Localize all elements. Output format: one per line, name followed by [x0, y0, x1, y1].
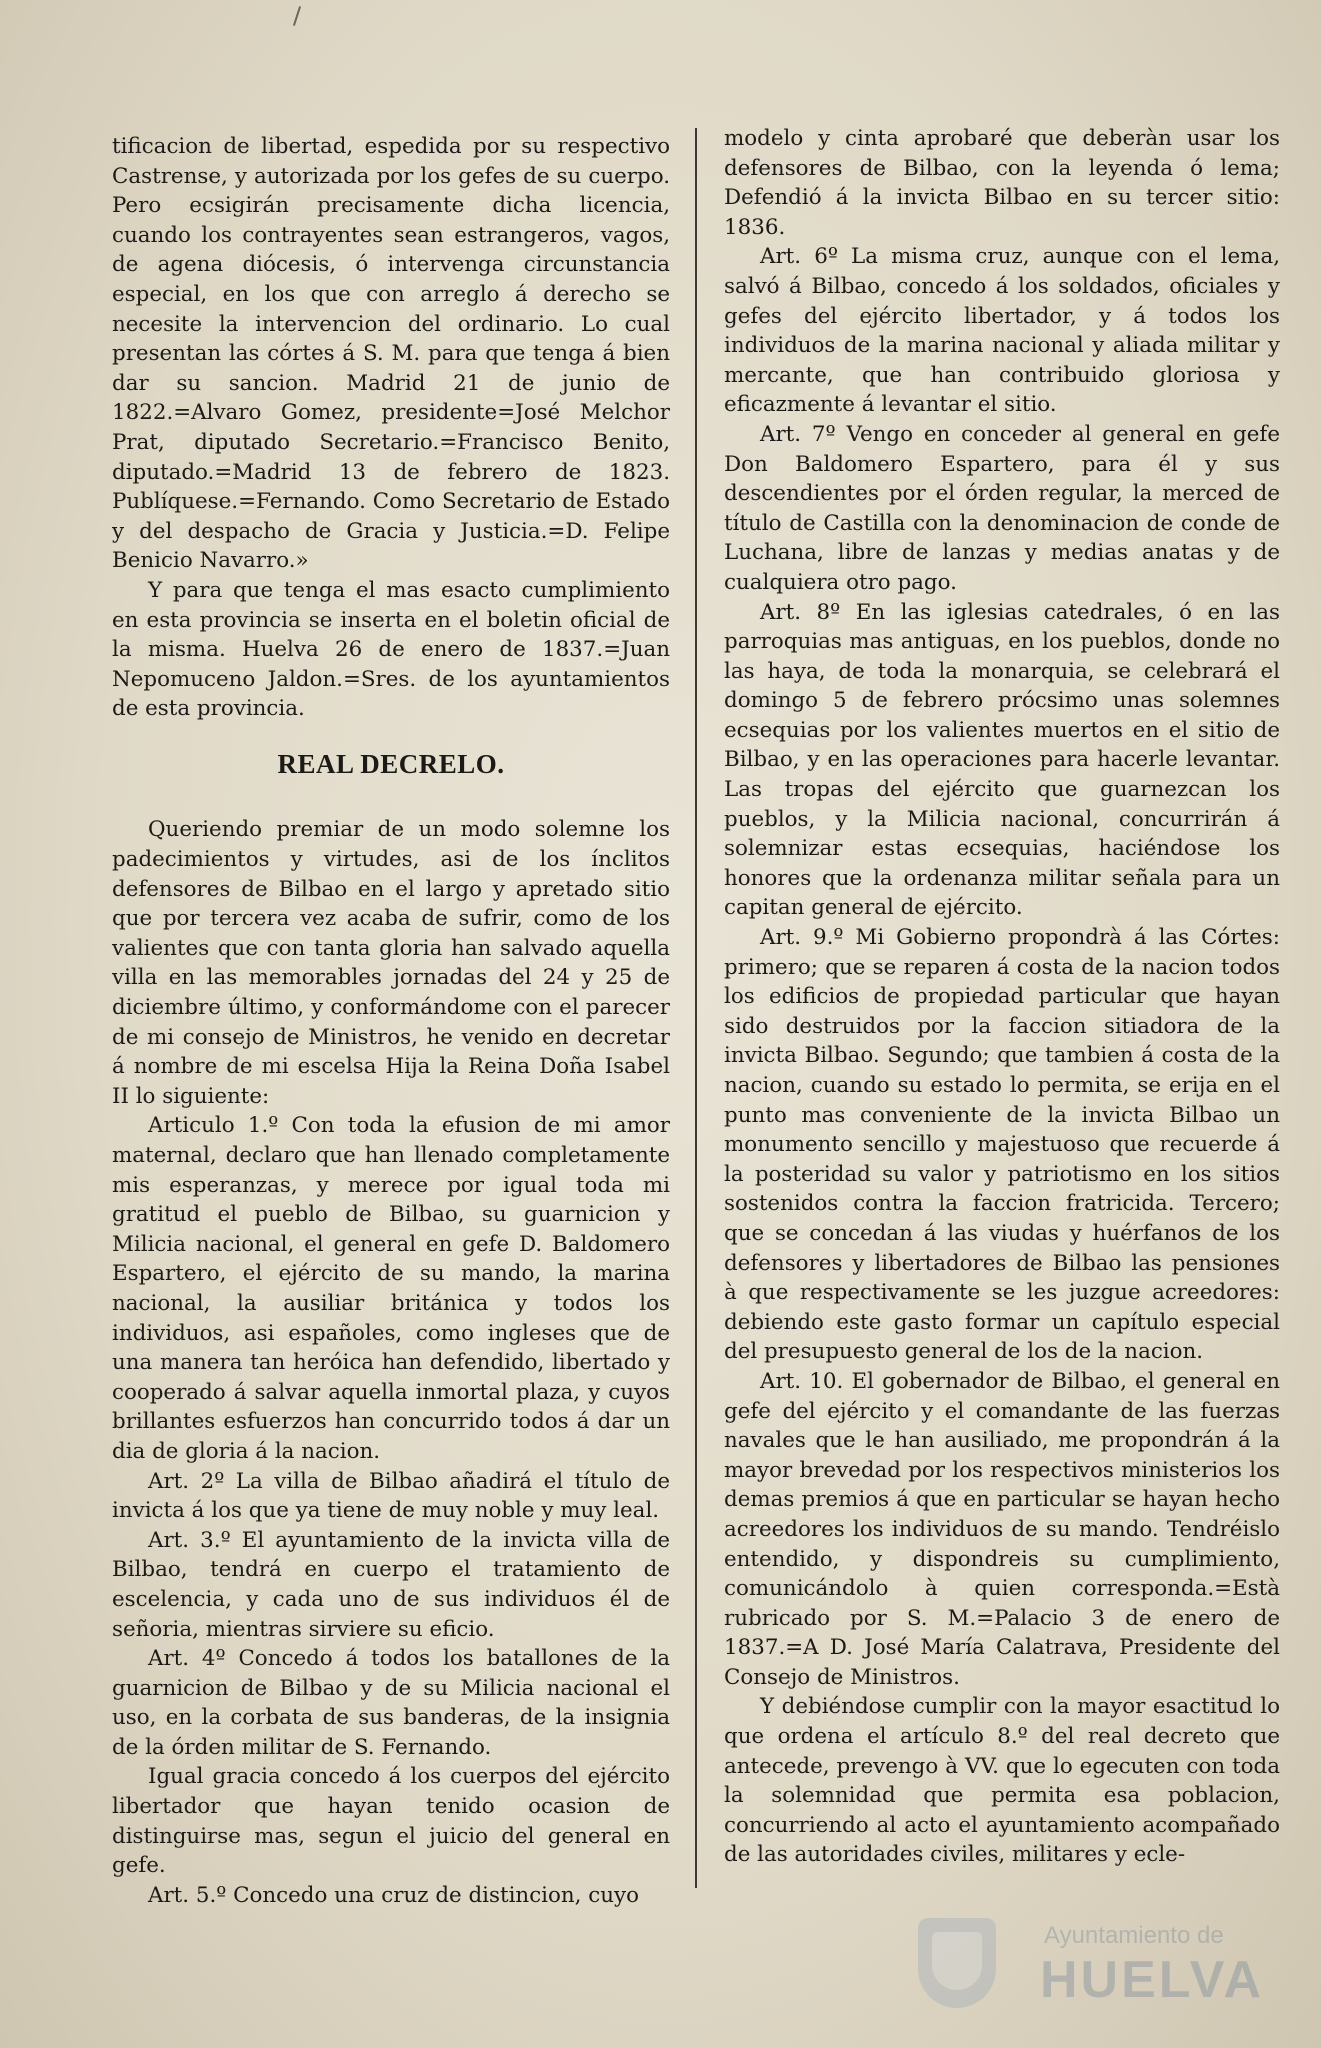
article-10: Art. 10. El gobernador de Bilbao, el general en gefe del ejército y el comandante de las fuerzas navales que le han ausiliado, me propondrán á la mayor brevedad por los respectivos ministerios los demas premios á que en particular se hayan hecho acreedores los individuos de su mando. Tendréislo entendido, y dispondreis su cumplimiento, comunicándolo à quien corresponda.=Està rubricado por S. M.=Palacio 3 de enero de 1837.=A D. José María Calatrava, Presidente del Consejo de Ministros.	[724, 1368, 1280, 1690]
right-column	[724, 124, 1280, 1870]
article-9: Art. 9.º Mi Gobierno propondrà á las Córtes: primero; que se reparen á costa de la nacion todos los edificios de propiedad particular que hayan sido destruidos por la faccion sitiadora de la invicta Bilbao. Segundo; que tambien á costa de la nacion, cuando su estado lo permita, se erija en el punto mas conveniente de la invicta Bilbao un monumento sencillo y majestuoso que recuerde á la posteridad su valor y patriotismo en los sitios sostenidos contra la faccion fratricida. Tercero; que se concedan á las viudas y huérfanos de los defensores y libertadores de Bilbao las pensiones à que respectivamente se les juzgue acreedores: debiendo este gasto formar un capítulo especial del presupuesto general de los de la nacion.	[724, 925, 1280, 1365]
article-4-second: Igual gracia concedo á los cuerpos del ejército libertador que hayan tenido ocasion de distinguirse mas, segun el juicio del general en gefe.	[112, 1764, 670, 1879]
decree-intro: Queriendo premiar de un modo solemne los padecimientos y virtudes, asi de los ínclitos defensores de Bilbao en el largo y apretado sitio que por tercera vez acaba de sufrir, como de los valientes que con tanta gloria han salvado aquella villa en las memorables jornadas del 24 y 25 de diciembre último, y conformándome con el parecer de mi consejo de Ministros, he venido en decretar á nombre de mi escelsa Hija la Reina Doña Isabel II lo siguiente:	[112, 817, 670, 1109]
watermark-line-2: HUELVA	[1040, 1951, 1265, 2009]
article-5: Art. 5.º Concedo una cruz de distincion, cuyo	[148, 1882, 639, 1908]
pen-mark	[293, 6, 301, 26]
coat-of-arms-icon	[918, 1918, 996, 2008]
closing-order: Y debiéndose cumplir con la mayor esactitud lo que ordena el artículo 8.º del real decreto que antecede, prevengo à VV. que lo egecuten con toda la solemnidad que permita esa poblacion, concurriendo al acto el ayuntamiento acompañado de las autoridades civiles, militares y ecle-	[724, 1694, 1280, 1868]
huelva-watermark	[918, 1914, 1265, 2014]
article-7: Art. 7º Vengo en conceder al general en gefe Don Baldomero Espartero, para él y sus descendientes por el órden regular, la merced de título de Castilla con la denominacion de conde de Luchana, libre de lanzas y medias anatas y de cualquiera otro pago.	[724, 421, 1280, 595]
article-8: Art. 8º En las iglesias catedrales, ó en las parroquias mas antiguas, en los pueblos, donde no las haya, de toda la monarquia, se celebrará el domingo 5 de febrero prócsimo unas solemnes ecsequias por los valientes muertos en el sitio de Bilbao, y en las operaciones para hacerle levantar. Las tropas del ejército que guarnezcan los pueblos, y la Milicia nacional, concurrirán á solemnizar estas ecsequias, haciéndose los honores que la ordenanza militar señala para un capitan general de ejército.	[724, 599, 1280, 921]
article-3: Art. 3.º El ayuntamiento de la invicta villa de Bilbao, tendrá en cuerpo el tratamiento de escelencia, y cada uno de sus individuos él de señoria, mientras sirviere su eficio.	[112, 1527, 670, 1642]
article-5-continuation: modelo y cinta aprobaré que deberàn usar los defensores de Bilbao, con la leyenda ó lema; Defendió á la invicta Bilbao en su tercer sitio: 1836.	[724, 126, 1280, 240]
article-4: Art. 4º Concedo á todos los batallones de la guarnicion de Bilbao y de su Milicia nacional el uso, en la corbata de sus banderas, de la insignia de la órden militar de S. Fernando.	[112, 1646, 670, 1760]
publication-notice: Y para que tenga el mas esacto cumplimiento en esta provincia se inserta en el boletin oficial de la misma. Huelva 26 de enero de 1837.=Juan Nepomuceno Jaldon.=Sres. de los ayuntamientos de esta provincia.	[112, 577, 670, 722]
law-continuation: tificacion de libertad, espedida por su respectivo Castrense, y autorizada por los gefes de su cuerpo. Pero ecsigirán precisamente dicha licencia, cuando los contrayentes sean estrangeros, vagos, de agena diócesis, ó intervenga circunstancia especial, en los que con arreglo á derecho se necesite la intervencion del ordinario. Lo cual presentan las córtes á S. M. para que tenga á bien dar su sancion. Madrid 21 de junio de 1822.=Alvaro Gomez, presidente=José Melchor Prat, diputado Secretario.=Francisco Benito, diputado.=Madrid 13 de febrero de 1823. Publíquese.=Fernando. Como Secretario de Estado y del despacho de Gracia y Justicia.=D. Felipe Benicio Navarro.»	[112, 134, 670, 574]
decree-title: REAL DECRELO.	[277, 748, 505, 779]
article-1: Articulo 1.º Con toda la efusion de mi amor maternal, declaro que han llenado completamente mis esperanzas, y merece por igual toda mi gratitud el pueblo de Bilbao, su guarnicion y Milicia nacional, el general en gefe D. Baldomero Espartero, el ejército de su mando, la marina nacional, la ausiliar británica y todos los individuos, asi españoles, como ingleses que de una manera tan heróica han defendido, libertado y cooperado á salvar aquella inmortal plaza, y cuyos brillantes esfuerzos han concurrido todos á dar un dia de gloria á la nacion.	[112, 1113, 670, 1464]
left-column	[112, 132, 670, 1910]
article-6: Art. 6º La misma cruz, aunque con el lema, salvó á Bilbao, concedo á los soldados, oficiales y gefes del ejército libertador, y á todos los individuos de la marina nacional y aliada militar y mercante, que han contribuido gloriosa y eficazmente á levantar el sitio.	[724, 244, 1280, 418]
column-divider	[695, 128, 697, 1888]
article-2: Art. 2º La villa de Bilbao añadirá el título de invicta á los que ya tiene de muy noble y muy leal.	[112, 1468, 670, 1524]
watermark-line-1: Ayuntamiento de	[1044, 1922, 1224, 1949]
